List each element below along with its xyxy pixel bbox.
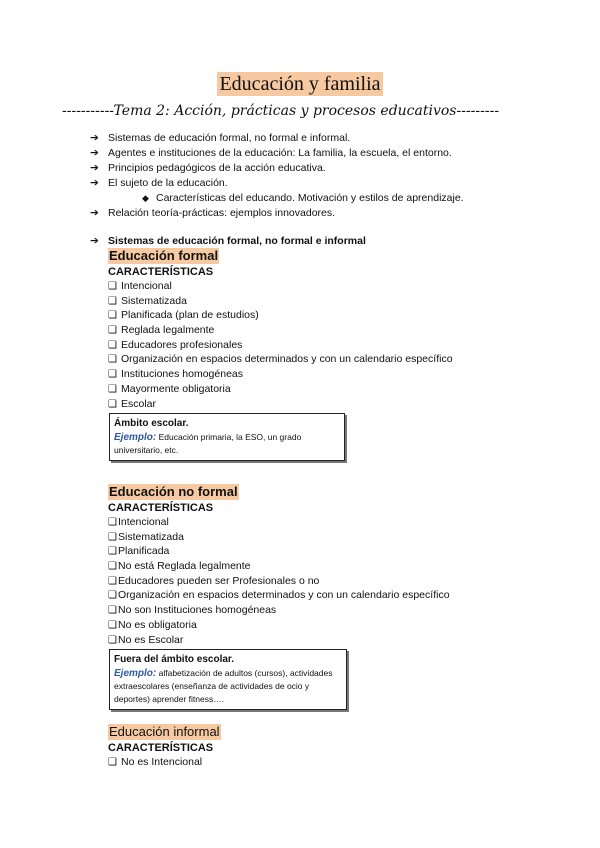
list-item bbox=[108, 559, 548, 574]
outline-item-text: Agentes e instituciones de la educación: La familia, la escuela, el entorno. bbox=[108, 147, 452, 159]
list-item bbox=[108, 352, 548, 367]
list-item-text: Educadores pueden ser Profesionales o no bbox=[118, 574, 320, 587]
list-item-text: Escolar bbox=[121, 397, 157, 410]
list-item bbox=[108, 367, 548, 382]
list-item-text: No es Escolar bbox=[118, 633, 184, 646]
checkbox-icon: ❑ bbox=[108, 575, 117, 587]
checkbox-icon: ❑ bbox=[108, 546, 117, 558]
outline-item-text: Sistemas de educación formal, no formal e informal. bbox=[108, 132, 351, 144]
list-item bbox=[108, 588, 548, 603]
characteristics-heading: CARACTERÍSTICAS bbox=[108, 742, 214, 754]
section-heading-text: Sistemas de educación formal, no formal e informal bbox=[108, 235, 366, 247]
callout-heading: Fuera del ámbito escolar. bbox=[114, 654, 235, 665]
list-item-text: Intencional bbox=[118, 516, 169, 528]
non-formal-education-block bbox=[108, 484, 548, 647]
list-item bbox=[108, 338, 548, 353]
list-item-text: No es Intencional bbox=[121, 756, 203, 768]
outline-item bbox=[90, 131, 570, 146]
informal-education-title: Educación informal bbox=[109, 724, 220, 739]
list-item bbox=[108, 544, 548, 559]
characteristics-heading: CARACTERÍSTICAS bbox=[108, 266, 214, 278]
checkbox-icon: ❑ bbox=[108, 590, 117, 602]
list-item bbox=[108, 603, 548, 618]
list-item-text: Sistematizada bbox=[121, 294, 187, 307]
list-item bbox=[108, 515, 548, 530]
arrow-icon: ➔ bbox=[90, 207, 99, 219]
list-item-text: No es obligatoria bbox=[118, 618, 197, 631]
list-item bbox=[108, 294, 548, 309]
list-item bbox=[108, 633, 548, 648]
list-item-text: Organización en espacios determinados y con un calendario específico bbox=[118, 589, 450, 602]
checkbox-icon: ❑ bbox=[108, 281, 117, 292]
list-item bbox=[108, 397, 548, 412]
arrow-icon: ➔ bbox=[90, 162, 99, 174]
page-title: Educación y familia bbox=[219, 73, 381, 95]
arrow-icon: ➔ bbox=[90, 132, 99, 144]
title-container bbox=[0, 72, 600, 96]
section-heading bbox=[90, 235, 366, 247]
list-item-text: Sistematizada bbox=[118, 530, 184, 543]
list-item-text: Organización en espacios determinados y con un calendario específico bbox=[121, 353, 453, 366]
outline-item bbox=[90, 161, 570, 176]
list-item-text: Intencional bbox=[121, 280, 172, 292]
arrow-icon: ➔ bbox=[90, 177, 99, 189]
list-item bbox=[108, 323, 548, 338]
list-item-text: No son Instituciones homogéneas bbox=[118, 604, 277, 617]
checkbox-icon: ❑ bbox=[108, 517, 117, 528]
checkbox-icon: ❑ bbox=[108, 634, 117, 646]
topic-outline bbox=[90, 131, 570, 221]
list-item bbox=[108, 755, 548, 770]
checkbox-icon: ❑ bbox=[108, 383, 117, 395]
list-item bbox=[108, 382, 548, 397]
checkbox-icon: ❑ bbox=[108, 757, 117, 768]
arrow-icon: ➔ bbox=[90, 235, 99, 247]
list-item-text: Educadores profesionales bbox=[121, 338, 243, 351]
checkbox-icon: ❑ bbox=[108, 354, 117, 366]
list-item-text: Planificada bbox=[118, 545, 170, 558]
outline-item-text: Relación teoría-prácticas: ejemplos innovadores. bbox=[108, 207, 336, 219]
list-item bbox=[108, 618, 548, 633]
checkbox-icon: ❑ bbox=[108, 619, 117, 631]
diamond-bullet-icon: ◆ bbox=[142, 193, 149, 203]
checkbox-icon: ❑ bbox=[108, 369, 117, 381]
example-label: Ejemplo: bbox=[114, 668, 157, 679]
outline-item-text: Principios pedagógicos de la acción educativa. bbox=[108, 162, 326, 174]
outline-item-text: El sujeto de la educación. bbox=[108, 177, 228, 189]
formal-example-callout bbox=[109, 413, 345, 461]
arrow-icon: ➔ bbox=[90, 147, 99, 159]
outline-item bbox=[90, 146, 570, 161]
non-formal-education-title: Educación no formal bbox=[109, 484, 238, 499]
topic-subtitle: -----------Tema 2: Acción, prácticas y procesos educativos--------- bbox=[62, 103, 500, 119]
list-item bbox=[108, 574, 548, 589]
callout-example bbox=[114, 667, 342, 706]
callout-heading: Ámbito escolar. bbox=[114, 418, 189, 429]
example-text: Educación primaria, la ESO, un grado universitario, etc. bbox=[114, 432, 302, 455]
checkbox-icon: ❑ bbox=[108, 561, 117, 573]
outline-subitem-text: Características del educando. Motivación y estilos de aprendizaje. bbox=[156, 192, 464, 204]
outline-item bbox=[90, 176, 570, 191]
formal-education-title: Educación formal bbox=[109, 248, 219, 263]
example-text: alfabetización de adultos (cursos), actividades extraescolares (enseñanza de actividades de ocio y deportes) aprender fitness…. bbox=[114, 668, 333, 704]
example-label: Ejemplo: bbox=[114, 432, 157, 443]
list-item-text: Planificada (plan de estudios) bbox=[121, 309, 259, 322]
non-formal-example-callout bbox=[109, 649, 347, 710]
checkbox-icon: ❑ bbox=[108, 339, 117, 351]
checkbox-icon: ❑ bbox=[108, 310, 117, 322]
list-item-text: Instituciones homogéneas bbox=[121, 368, 243, 381]
checkbox-icon: ❑ bbox=[108, 325, 117, 337]
list-item bbox=[108, 308, 548, 323]
outline-subitem bbox=[90, 191, 570, 206]
callout-example bbox=[114, 431, 340, 457]
list-item bbox=[108, 530, 548, 545]
checkbox-icon: ❑ bbox=[108, 605, 117, 617]
list-item-text: Mayormente obligatoria bbox=[121, 382, 231, 395]
list-item-text: Reglada legalmente bbox=[121, 324, 215, 337]
checkbox-icon: ❑ bbox=[108, 295, 117, 307]
list-item bbox=[108, 279, 548, 294]
informal-education-block bbox=[108, 724, 548, 770]
checkbox-icon: ❑ bbox=[108, 531, 117, 543]
outline-item bbox=[90, 206, 570, 221]
characteristics-heading: CARACTERÍSTICAS bbox=[108, 502, 214, 514]
list-item-text: No está Reglada legalmente bbox=[118, 560, 251, 573]
checkbox-icon: ❑ bbox=[108, 398, 117, 410]
formal-education-block bbox=[108, 248, 548, 411]
